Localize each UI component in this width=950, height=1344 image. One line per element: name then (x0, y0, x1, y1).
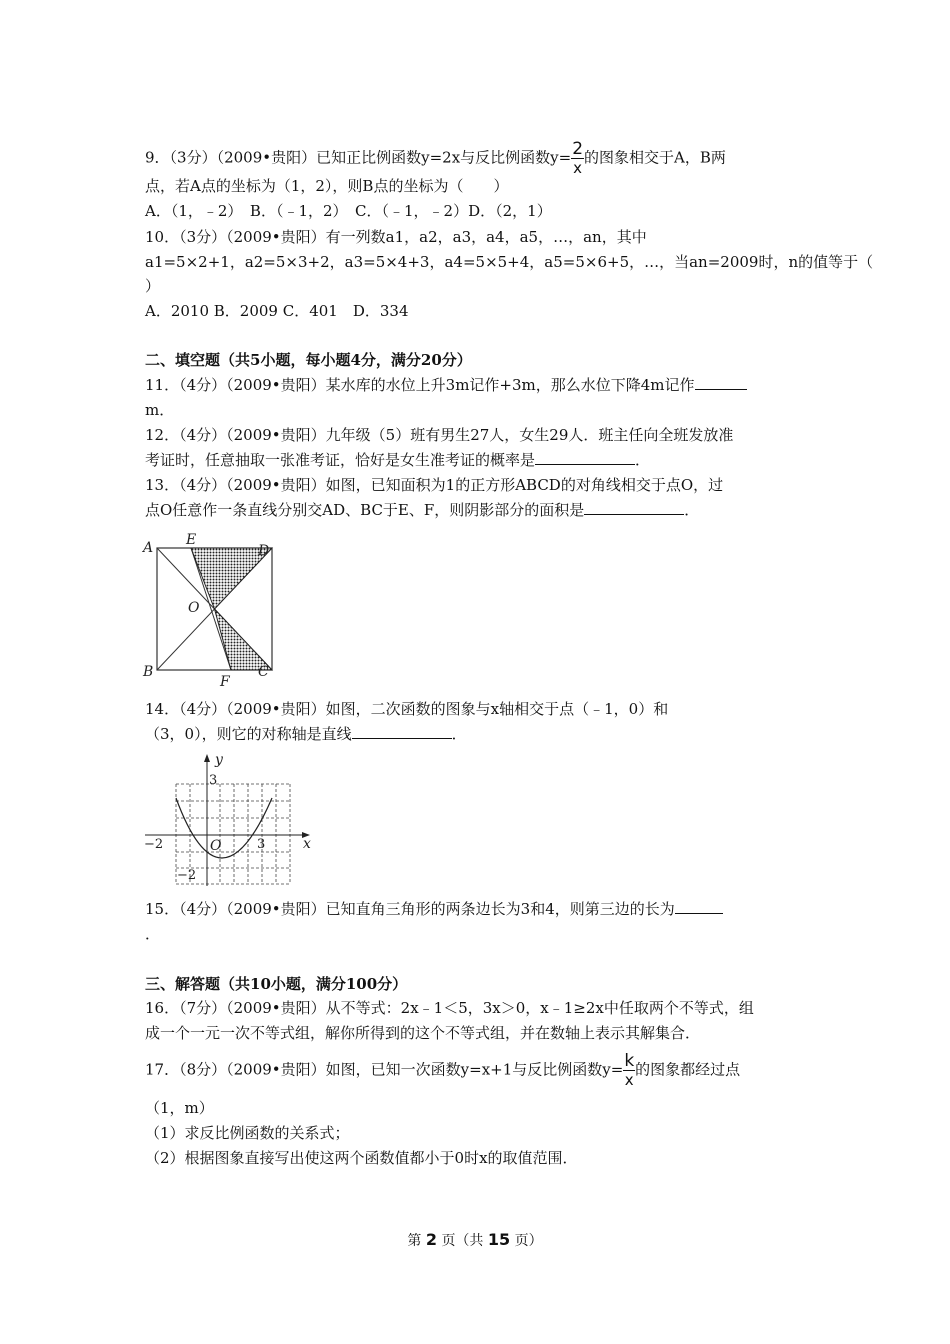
q13-label-f: F (220, 674, 230, 690)
q17-frac-num: k (624, 1051, 635, 1071)
q9-frac-num: 2 (572, 139, 584, 159)
q13-text: 点O任意作一条直线分别交AD、BC于E、F，则阴影部分的面积是 (145, 501, 585, 519)
q15-line1 (145, 899, 805, 919)
footer-total-pages: 15 (487, 1230, 511, 1249)
q14-answer-blank[interactable] (352, 724, 452, 739)
q17-part2: （2）根据图象直接写出使这两个函数值都小于0时x的取值范围． (145, 1149, 578, 1167)
q14-y-arrow (204, 754, 210, 762)
q9-line2: 点，若A点的坐标为（1，2），则B点的坐标为（ ） (145, 177, 509, 195)
q13-label-a: A (143, 540, 154, 556)
q9-text-b: 的图象相交于A，B两 (584, 148, 726, 167)
q9-frac-den: x (573, 159, 583, 177)
q13-label-o: O (188, 600, 200, 616)
q16-line1: 16．（7分）（2009•贵阳）从不等式：2x﹣1＜5，3x＞0，x﹣1≥2x中任取两个不等式，组 (145, 999, 754, 1017)
q13-shaded-bottom (215, 609, 273, 670)
q13-label-e: E (186, 532, 197, 548)
q14-label-o: O (210, 838, 222, 854)
q14-text: （3，0），则它的对称轴是直线 (145, 725, 352, 743)
q16-line2: 成一个一元一次不等式组，解你所得到的这个不等式组，并在数轴上表示其解集合． (145, 1024, 701, 1042)
q11-line1 (145, 375, 805, 395)
q17-line2: （1，m） (145, 1099, 214, 1117)
q17-text-a: 17．（8分）（2009•贵阳）如图，已知一次函数y=x+1与反比例函数y= (145, 1060, 624, 1079)
q14-line2: （3，0），则它的对称轴是直线 ． (145, 725, 467, 743)
page-footer (0, 1230, 950, 1250)
q14-tick-neg2y: −2 (177, 868, 197, 883)
q17-part1: （1）求反比例函数的关系式； (145, 1124, 350, 1142)
q15-line2: ． (145, 925, 161, 943)
footer-post: 页） (514, 1233, 543, 1249)
q17-fraction (623, 1052, 635, 1089)
q13-label-d: D (258, 543, 270, 559)
section2-title: 二、填空题（共5小题，每小题4分，满分20分） (145, 351, 472, 369)
q12-answer-blank[interactable] (535, 450, 635, 465)
q13-line2: 点O任意作一条直线分别交AD、BC于E、F，则阴影部分的面积是 ． (145, 501, 700, 519)
q10-line3: ） (145, 277, 161, 295)
section3-title: 三、解答题（共10小题，满分100分） (145, 975, 408, 993)
q11-text: 11．（4分）（2009•贵阳）某水库的水位上升3m记作+3m，那么水位下降4m记作 (145, 376, 695, 394)
q9-fraction (571, 140, 584, 177)
q11-answer-blank[interactable] (695, 375, 747, 390)
q13-label-b: B (143, 664, 154, 680)
q11-line2: m． (145, 401, 175, 419)
q14-label-y: y (215, 752, 223, 768)
q14-parabola-figure (140, 752, 320, 887)
q14-tick-neg2x: −2 (144, 837, 164, 852)
q14-tick-3x: 3 (257, 837, 266, 852)
q12-line1: 12．（4分）（2009•贵阳）九年级（5）班有男生27人，女生29人．班主任向全班发放准 (145, 426, 734, 444)
q12-text: 考证时，任意抽取一张准考证，恰好是女生准考证的概率是 (145, 451, 536, 469)
q14-tick-3y: 3 (209, 773, 218, 788)
q17-frac-den: x (624, 1071, 634, 1089)
q13-label-c: C (258, 664, 269, 680)
q13-line1: 13．（4分）（2009•贵阳）如图，已知面积为1的正方形ABCD的对角线相交于点O，过 (145, 476, 724, 494)
q10-line1: 10．（3分）（2009•贵阳）有一列数a1，a2，a3，a4，a5，…，an，其中 (145, 228, 647, 246)
q17-line1 (145, 1052, 805, 1089)
q12-line2: 考证时，任意抽取一张准考证，恰好是女生准考证的概率是 ． (145, 451, 651, 469)
footer-mid: 页（共 (441, 1233, 484, 1249)
q13-square-figure (140, 530, 280, 690)
q9-options: A．（1，﹣2） B．（﹣1，2） C．（﹣1，﹣2）D．（2，1） (145, 202, 552, 220)
q15-text: 15．（4分）（2009•贵阳）已知直角三角形的两条边长为3和4，则第三边的长为 (145, 900, 675, 918)
q15-answer-blank[interactable] (675, 899, 723, 914)
q9-line1 (145, 140, 805, 177)
q9-text-a: 9．（3分）（2009•贵阳）已知正比例函数y=2x与反比例函数y= (145, 148, 572, 167)
q13-answer-blank[interactable] (584, 500, 684, 515)
footer-pre: 第 (407, 1233, 422, 1249)
q14-label-x: x (303, 836, 311, 852)
footer-page-number: 2 (425, 1230, 437, 1249)
q10-line2: a1=5×2+1，a2=5×3+2，a3=5×4+3，a4=5×5+4，a5=5×6+5，…，当an=2009时，n的值等于（ (145, 253, 874, 271)
q10-options: A．2010 B．2009 C．401 D．334 (145, 302, 409, 320)
q17-text-b: 的图象都经过点 (635, 1060, 741, 1079)
q14-line1: 14．（4分）（2009•贵阳）如图，二次函数的图象与x轴相交于点（﹣1，0）和 (145, 700, 669, 718)
